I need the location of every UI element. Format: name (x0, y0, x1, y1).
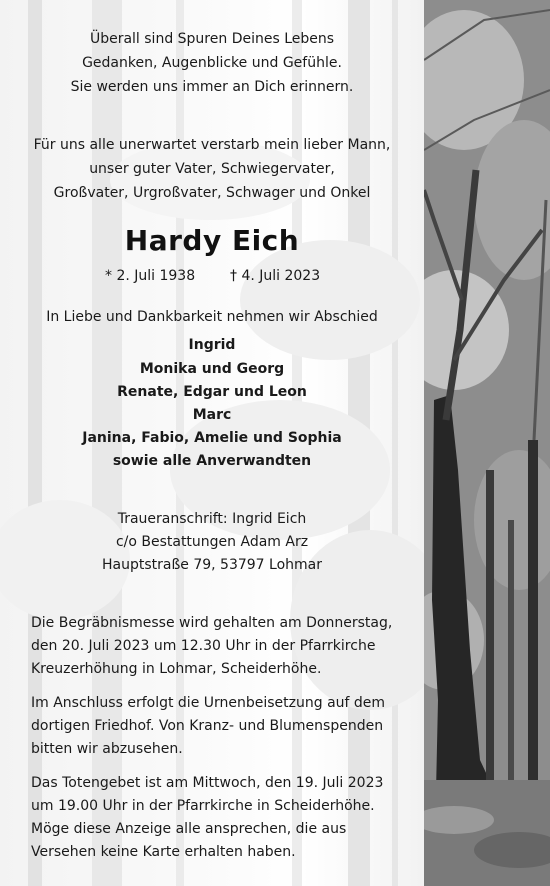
address-line-1: Traueranschrift: Ingrid Eich (117, 511, 307, 527)
mourner-line: Ingrid (188, 337, 236, 353)
prayer-line-3: Möge diese Anzeige alle ansprechen, die aus (31, 821, 347, 837)
burial-line-1: Im Anschluss erfolgt die Urnenbeisetzung auf dem (31, 695, 386, 711)
farewell-intro: In Liebe und Dankbarkeit nehmen wir Abschied (46, 309, 378, 325)
announcement-line-1: Für uns alle unerwartet verstarb mein lieber Mann, (33, 137, 391, 153)
poem-line-2: Gedanken, Augenblicke und Gefühle. (82, 55, 342, 71)
burial-line-2: dortigen Friedhof. Von Kranz- und Blumenspenden (31, 718, 384, 734)
address-line-3: Hauptstraße 79, 53797 Lohmar (101, 557, 323, 573)
mourner-line: Janina, Fabio, Amelie und Sophia (82, 430, 342, 446)
poem-line-1: Überall sind Spuren Deines Lebens (89, 31, 335, 47)
mourner-line: Renate, Edgar und Leon (117, 384, 307, 400)
poem-line-3: Sie werden uns immer an Dich erinnern. (70, 79, 354, 95)
death-date: † 4. Juli 2023 (230, 268, 321, 284)
burial-line-3: bitten wir abzusehen. (31, 741, 183, 757)
announcement-line-2: unser guter Vater, Schwiegervater, (89, 161, 335, 177)
prayer-line-2: um 19.00 Uhr in der Pfarrkirche in Scheiderhöhe. (31, 798, 375, 814)
deceased-name: Hardy Eich (124, 224, 300, 257)
prayer-line-4: Versehen keine Karte erhalten haben. (31, 844, 296, 860)
announcement-line-3: Großvater, Urgroßvater, Schwager und Onkel (53, 185, 371, 201)
mass-line-3: Kreuzerhöhung in Lohmar, Scheiderhöhe. (31, 661, 322, 677)
mourner-line: Marc (192, 407, 232, 423)
forest-photo (424, 0, 550, 886)
mourner-line: Monika und Georg (139, 361, 285, 377)
birth-date: * 2. Juli 1938 (105, 268, 196, 284)
mass-line-2: den 20. Juli 2023 um 12.30 Uhr in der Pfarrkirche (31, 638, 376, 654)
mass-line-1: Die Begräbnismesse wird gehalten am Donnerstag, (31, 615, 393, 631)
mourner-line: sowie alle Anverwandten (112, 453, 312, 469)
address-line-2: c/o Bestattungen Adam Arz (115, 534, 309, 550)
prayer-line-1: Das Totengebet ist am Mittwoch, den 19. Juli 2023 (31, 775, 384, 791)
forest-photo-trees (424, 0, 550, 886)
